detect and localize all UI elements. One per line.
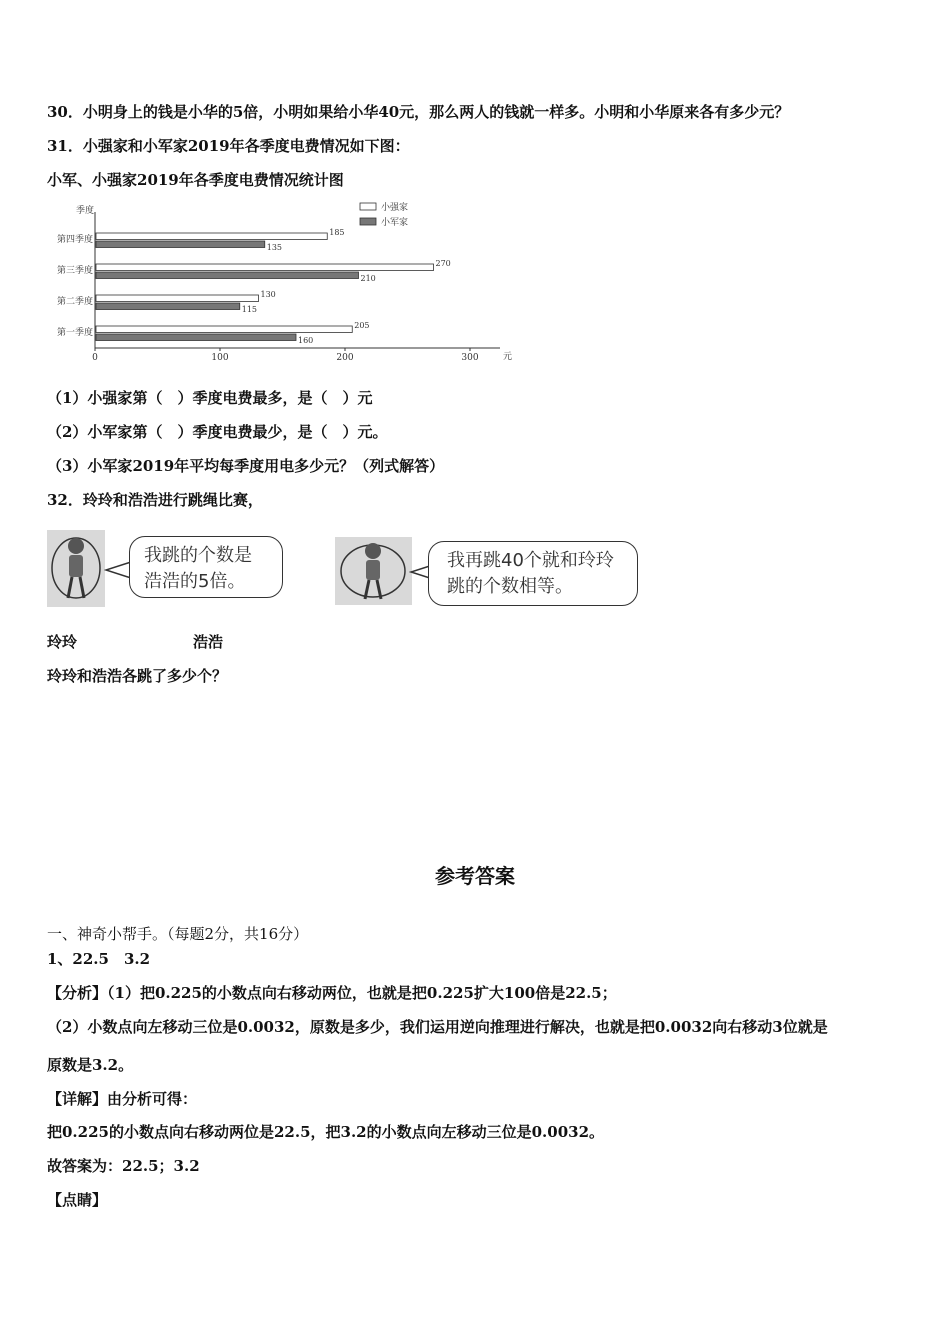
question-31-part-1: （1）小强家第（ ）季度电费最多，是（ ）元 <box>47 389 373 407</box>
legend-swatch-xiaojun <box>360 218 376 225</box>
answers-heading: 参考答案 <box>435 864 515 888</box>
category-label: 第一季度 <box>56 328 93 338</box>
bar-value-label: 135 <box>266 243 283 252</box>
question-32: 32．玲玲和浩浩进行跳绳比赛， <box>47 491 263 509</box>
bar-xiaoqiang <box>96 233 327 240</box>
bar-value-label: 205 <box>354 321 370 330</box>
answer-1: 1、22.5 3.2 <box>47 950 151 968</box>
category-label: 第三季度 <box>56 266 93 276</box>
x-tick-label: 100 <box>211 353 229 363</box>
detail-text: 把0.225的小数点向右移动两位是22.5，把3.2的小数点向左移动三位是0.0032。 <box>47 1123 605 1141</box>
question-31-part-2: （2）小军家第（ ）季度电费最少，是（ ）元。 <box>47 423 388 441</box>
analysis-line-1: 【分析】（1）把0.225的小数点向右移动两位，也就是把0.225扩大100倍是22.5； <box>47 984 617 1002</box>
electricity-bar-chart <box>45 200 515 370</box>
bubble-tail-left <box>104 560 132 580</box>
bar-xiaojun <box>96 241 265 248</box>
category-label: 第四季度 <box>56 235 93 245</box>
bar-xiaojun <box>96 272 359 279</box>
x-tick-label: 200 <box>336 353 354 363</box>
speech-bubble-linling <box>129 536 283 598</box>
question-30: 30．小明身上的钱是小华的5倍，小明如果给小华40元，那么两人的钱就一样多。小明和小华原来各有多少元？ <box>47 103 790 121</box>
bar-xiaojun <box>96 334 296 341</box>
x-tick-label: 0 <box>92 353 98 363</box>
bar-value-label: 130 <box>260 290 276 299</box>
question-31-part-3: （3）小军家2019年平均每季度用电多少元？（列式解答） <box>47 457 445 475</box>
question-32-ask: 玲玲和浩浩各跳了多少个？ <box>47 667 228 685</box>
x-axis-label: 元 <box>503 352 513 362</box>
analysis-line-3: 原数是3.2。 <box>47 1056 134 1074</box>
legend-swatch-xiaoqiang <box>360 203 376 210</box>
speech-text-linling: 我跳的个数是浩浩的5倍。 <box>144 545 252 592</box>
bar-xiaoqiang <box>96 326 352 333</box>
y-axis-label: 季度 <box>75 206 95 216</box>
chart-heading: 小军、小强家2019年各季度电费情况统计图 <box>47 171 344 189</box>
x-tick-label: 300 <box>461 353 479 363</box>
legend-label-xiaojun: 小军家 <box>381 218 409 228</box>
analysis-line-2: （2）小数点向左移动三位是0.0032，原数是多少，我们运用逆向推理进行解决，也就是把0.0032向右移动3位就是 <box>47 1018 828 1036</box>
bar-value-label: 270 <box>435 259 451 268</box>
bar-value-label: 210 <box>360 274 376 283</box>
girl-jumping-rope-image <box>47 530 105 607</box>
legend-label-xiaoqiang: 小强家 <box>381 203 409 213</box>
answers-section: 一、神奇小帮手。（每题2分，共16分） <box>47 925 309 943</box>
speech-bubble-haohao <box>428 541 638 606</box>
bar-value-label: 185 <box>329 228 345 237</box>
category-label: 第二季度 <box>56 297 93 307</box>
bar-xiaoqiang <box>96 295 259 302</box>
speech-text-haohao: 我再跳40个就和玲玲跳的个数相等。 <box>447 550 614 597</box>
bar-xiaoqiang <box>96 264 434 271</box>
name-linling: 玲玲 <box>47 633 78 651</box>
bar-xiaojun <box>96 303 240 310</box>
detail-label: 【详解】由分析可得： <box>47 1090 198 1108</box>
name-haohao: 浩浩 <box>193 633 224 651</box>
question-31: 31．小强家和小军家2019年各季度电费情况如下图： <box>47 137 410 155</box>
final-answer: 故答案为：22.5；3.2 <box>47 1157 200 1175</box>
boy-jumping-rope-image <box>335 537 412 605</box>
bar-value-label: 160 <box>298 336 314 345</box>
bar-value-label: 115 <box>241 305 258 314</box>
comment-label: 【点睛】 <box>47 1191 108 1209</box>
